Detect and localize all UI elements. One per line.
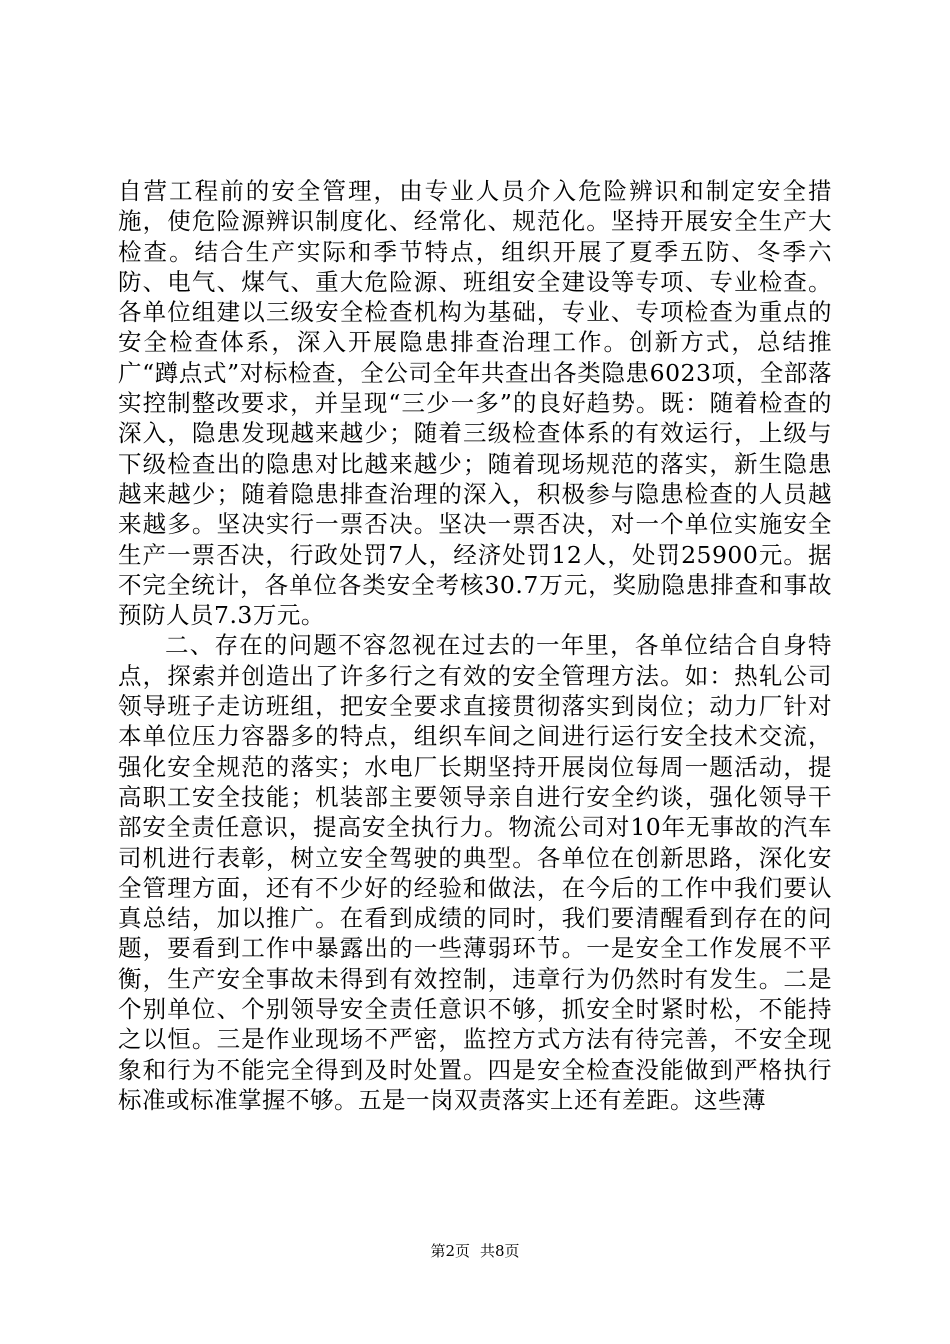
body-paragraph-1: 自营工程前的安全管理，由专业人员介入危险辨识和制定安全措施，使危险源辨识制度化、经常化、规范化。坚持开展安全生产大检查。结合生产实际和季节特点，组织开展了夏季五防、冬季六防、电气、煤气、重大危险源、班组安全建设等专项、专业检查。各单位组建以三级安全检查机构为基础，专业、专项检查为重点的安全检查体系，深入开展隐患排查治理工作。创新方式，总结推广“蹲点式”对标检查，全公司全年共查出各类隐患6023项，全部落实控制整改要求，并呈现“三少一多”的良好趋势。既：随着检查的深入，隐患发现越来越少；随着三级检查体系的有效运行，上级与下级检查出的隐患对比越来越少；随着现场规范的落实，新生隐患越来越少；随着隐患排查治理的深入，积极参与隐患检查的人员越来越多。坚决实行一票否决。坚决一票否决，对一个单位实施安全生产一票否决，行政处罚7人，经济处罚12人，处罚25900元。据不完全统计，各单位各类安全考核30.7万元，奖励隐患排查和事故预防人员7.3万元。 — [118, 177, 832, 630]
document-body — [118, 176, 832, 1115]
page-total: 共8页 — [480, 1242, 520, 1260]
body-paragraph-2: 二、存在的问题不容忽视在过去的一年里，各单位结合自身特点，探索并创造出了许多行之有效的安全管理方法。如：热轧公司领导班子走访班组，把安全要求直接贯彻落实到岗位；动力厂针对本单位压力容器多的特点，组织车间之间进行运行安全技术交流，强化安全规范的落实；水电厂长期坚持开展岗位每周一题活动，提高职工安全技能；机装部主要领导亲自进行安全约谈，强化领导干部安全责任意识，提高安全执行力。物流公司对10年无事故的汽车司机进行表彰，树立安全驾驶的典型。各单位在创新思路，深化安全管理方面，还有不少好的经验和做法，在今后的工作中我们要认真总结，加以推广。在看到成绩的同时，我们要清醒看到存在的问题，要看到工作中暴露出的一些薄弱环节。一是安全工作发展不平衡，生产安全事故未得到有效控制，违章行为仍然时有发生。二是个别单位、个别领导安全责任意识不够，抓安全时紧时松，不能持之以恒。三是作业现场不严密，监控方式方法有待完善，不安全现象和行为不能完全得到及时处置。四是安全检查没能做到严格执行标准或标准掌握不够。五是一岗双责落实上还有差距。这些薄 — [118, 631, 832, 1114]
page-number: 第2页 — [430, 1242, 470, 1260]
page-footer — [0, 1242, 950, 1260]
